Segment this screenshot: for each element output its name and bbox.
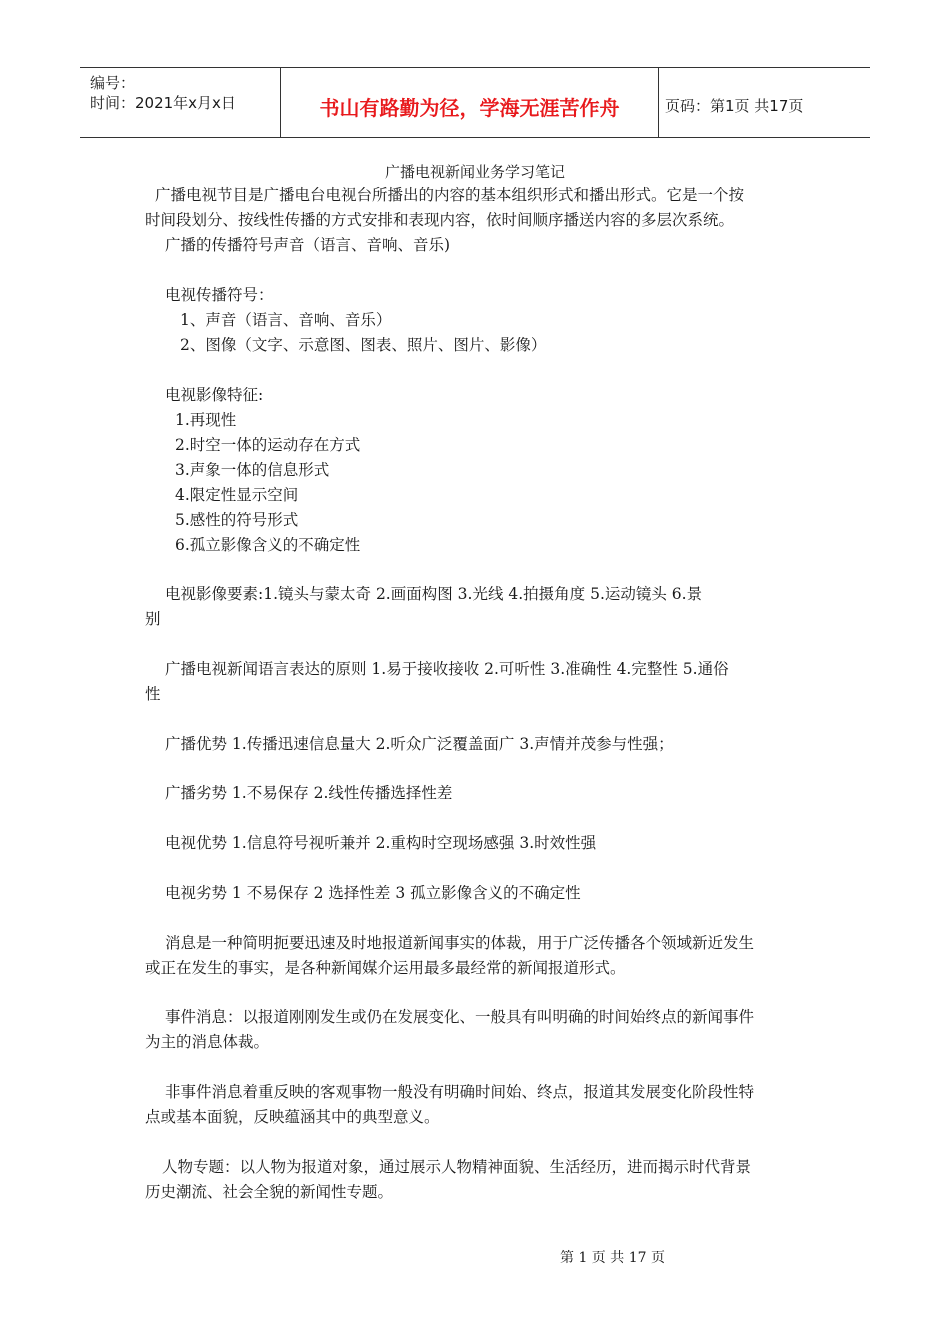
paragraph-line: 电视劣势 1 不易保存 2 选择性差 3 孤立影像含义的不确定性	[165, 884, 581, 902]
paragraph-line: 非事件消息着重反映的客观事物一般没有明确时间始、终点，报道其发展变化阶段性特	[165, 1083, 755, 1101]
paragraph-line: 电视影像特征:	[165, 386, 264, 404]
paragraph-line: 性	[145, 685, 161, 703]
list-item: 4.限定性显示空间	[175, 486, 299, 504]
paragraph-line: 时间段划分、按线性传播的方式安排和表现内容，依时间顺序播送内容的多层次系统。	[145, 211, 735, 229]
paragraph-line: 电视影像要素:1.镜头与蒙太奇 2.画面构图 3.光线 4.拍摄角度 5.运动镜头 6.景	[165, 585, 703, 603]
motto: 书山有路勤为径，学海无涯苦作舟	[319, 96, 620, 120]
list-item: 3.声象一体的信息形式	[175, 461, 330, 479]
list-item: 1、声音（语言、音响、音乐）	[180, 311, 392, 329]
paragraph-line: 广播电视新闻语言表达的原则 1.易于接收接收 2.可听性 3.准确性 4.完整性 5.通俗	[165, 660, 729, 678]
paragraph-line: 点或基本面貌，反映蕴涵其中的典型意义。	[145, 1108, 440, 1126]
header-divider	[658, 68, 659, 137]
paragraph-line: 电视优势 1.信息符号视听兼并 2.重构时空现场感强 3.时效性强	[165, 834, 597, 852]
paragraph-line: 别	[145, 610, 161, 628]
number-label: 编号：	[90, 74, 136, 92]
paragraph-line: 历史潮流、社会全貌的新闻性专题。	[145, 1183, 394, 1201]
document-title: 广播电视新闻业务学习笔记	[384, 163, 565, 181]
paragraph-line: 广播劣势 1.不易保存 2.线性传播选择性差	[165, 784, 453, 802]
paragraph-line: 为主的消息体裁。	[145, 1033, 270, 1051]
header-table	[80, 67, 870, 138]
list-item: 2.时空一体的运动存在方式	[175, 436, 361, 454]
paragraph-line: 事件消息：以报道刚刚发生或仍在发展变化、一般具有叫明确的时间始终点的新闻事件	[165, 1008, 755, 1026]
page-footer: 第 1 页 共 17 页	[560, 1250, 665, 1266]
paragraph-line: 广播电视节目是广播电台电视台所播出的内容的基本组织形式和播出形式。它是一个按	[155, 186, 745, 204]
list-item: 2、图像（文字、示意图、图表、照片、图片、影像）	[180, 336, 547, 354]
list-item: 5.感性的符号形式	[175, 511, 299, 529]
paragraph-line: 广播优势 1.传播迅速信息量大 2.听众广泛覆盖面广 3.声情并茂参与性强；	[165, 735, 674, 753]
page-label: 页码：第1页 共17页	[665, 97, 804, 115]
paragraph-line: 人物专题：以人物为报道对象，通过展示人物精神面貌、生活经历，进而揭示时代背景	[162, 1158, 752, 1176]
paragraph-line: 或正在发生的事实，是各种新闻媒介运用最多最经常的新闻报道形式。	[145, 959, 626, 977]
paragraph-line: 消息是一种简明扼要迅速及时地报道新闻事实的体裁，用于广泛传播各个领域新近发生	[165, 934, 755, 952]
time-label: 时间：2021年x月x日	[90, 94, 236, 112]
list-item: 1.再现性	[175, 411, 237, 429]
list-item: 6.孤立影像含义的不确定性	[175, 536, 361, 554]
paragraph-line: 广播的传播符号声音（语言、音响、音乐)	[165, 236, 451, 254]
paragraph-line: 电视传播符号：	[165, 286, 274, 304]
